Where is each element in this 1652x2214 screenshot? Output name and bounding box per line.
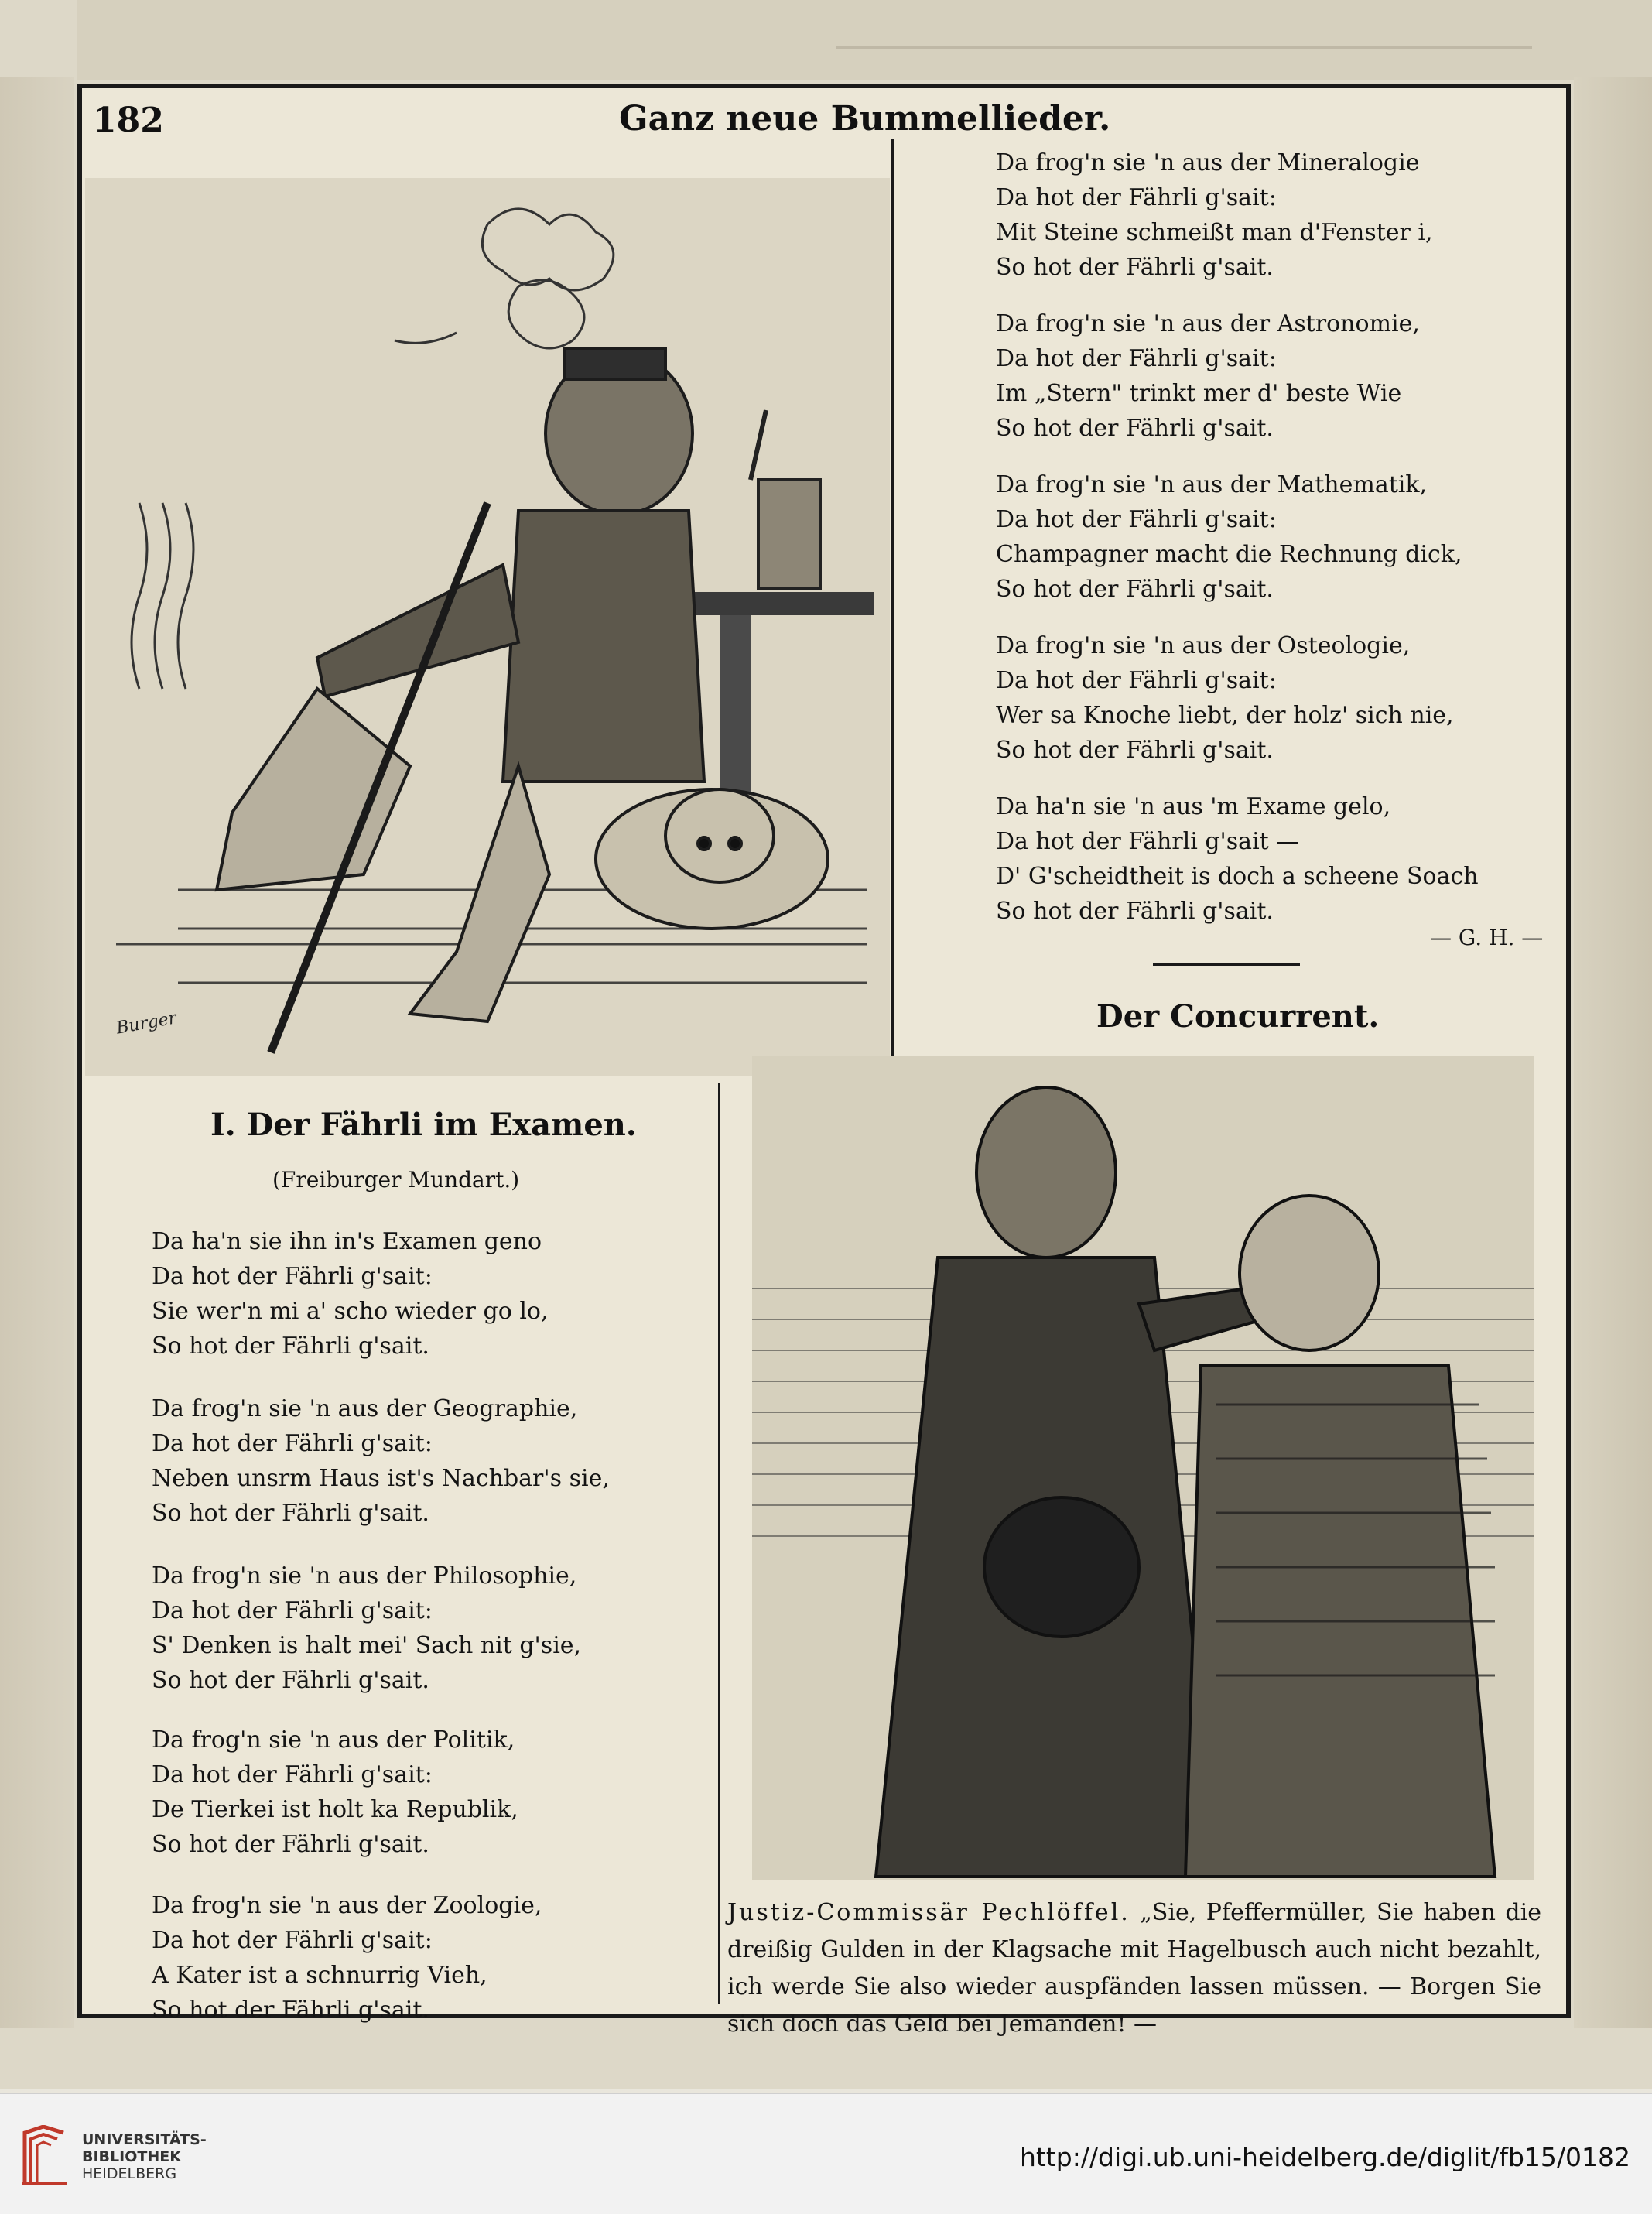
poem-line: Wer sa Knoche liebt, der holz' sich nie, — [996, 702, 1454, 729]
stanza-left-5 — [152, 1888, 542, 2028]
library-name — [82, 2131, 207, 2182]
poem-line: So hot der Fährli g'sait. — [996, 898, 1274, 925]
poem-line: Da frog'n sie 'n aus der Mineralogie — [996, 149, 1420, 176]
poem-line: So hot der Fährli g'sait. — [996, 254, 1274, 281]
caption-text: „Sie, Pfeffermüller, Sie haben die dreißig Gulden in der Klagsache mit Hagelbusch auch nicht bezahlt, ich werde Sie also wieder auspfänden lassen müssen. — Borgen Sie sich doch das Geld bei Jemanden! — — [727, 1899, 1541, 2038]
poem-line: So hot der Fährli g'sait. — [152, 1997, 429, 2024]
poem-line: D' G'scheidtheit is doch a scheene Soach — [996, 863, 1479, 890]
column-divider-top — [891, 139, 894, 1076]
two-men-engraving-icon — [752, 1056, 1534, 1880]
poem-line: Da hot der Fährli g'sait: — [996, 184, 1277, 211]
poem-line: Da hot der Fährli g'sait: — [152, 1430, 433, 1457]
illustration-concurrent — [752, 1056, 1534, 1880]
footer-bar — [0, 2093, 1652, 2214]
poem-line: Da ha'n sie 'n aus 'm Exame gelo, — [996, 793, 1391, 820]
poem-line: So hot der Fährli g'sait. — [996, 576, 1274, 603]
poem-line: So hot der Fährli g'sait. — [152, 1500, 429, 1527]
poem-line: Champagner macht die Rechnung dick, — [996, 541, 1462, 568]
poem-line: So hot der Fährli g'sait. — [152, 1333, 429, 1360]
next-page-bleed-right — [1574, 77, 1652, 2028]
poem-line: Da hot der Fährli g'sait — — [996, 828, 1300, 855]
poem-line: Da ha'n sie ihn in's Examen geno — [152, 1228, 542, 1255]
poem-line: Da hot der Fährli g'sait: — [996, 667, 1277, 694]
stanza-right-3 — [996, 467, 1462, 607]
poem-line: Neben unsrm Haus ist's Nachbar's sie, — [152, 1465, 610, 1492]
stanza-right-4 — [996, 628, 1454, 768]
poem-signature: — G. H. — — [1430, 925, 1544, 950]
page-number: 182 — [93, 101, 164, 140]
caption-speaker: Justiz-Commissär Pechlöffel. — [727, 1899, 1130, 1926]
poem-line: Da hot der Fährli g'sait: — [152, 1263, 433, 1290]
stanza-left-4 — [152, 1723, 518, 1862]
poem-line: Da frog'n sie 'n aus der Philosophie, — [152, 1562, 577, 1589]
poem-line: Mit Steine schmeißt man d'Fenster i, — [996, 219, 1433, 246]
section-title-concurrent: Der Concurrent. — [1096, 998, 1380, 1035]
poem-line: Da hot der Fährli g'sait: — [152, 1597, 433, 1624]
library-name-line1: UNIVERSITÄTS- — [82, 2131, 207, 2148]
poem-line: A Kater ist a schnurrig Vieh, — [152, 1962, 487, 1989]
stanza-left-2 — [152, 1391, 610, 1531]
artist-signature: Burger — [115, 1008, 179, 1039]
section-separator — [1153, 963, 1300, 966]
poem-subtitle: (Freiburger Mundart.) — [272, 1167, 520, 1193]
poem-line: So hot der Fährli g'sait. — [996, 737, 1274, 764]
poem-line: Da hot der Fährli g'sait: — [152, 1927, 433, 1954]
poem-line: So hot der Fährli g'sait. — [152, 1667, 429, 1694]
poem-line: Da frog'n sie 'n aus der Zoologie, — [152, 1892, 542, 1919]
poem-line: Da hot der Fährli g'sait: — [152, 1761, 433, 1788]
stanza-right-5 — [996, 789, 1479, 929]
poem-line: Da frog'n sie 'n aus der Astronomie, — [996, 310, 1420, 337]
poem-line: S' Denken is halt mei' Sach nit g'sie, — [152, 1632, 582, 1659]
poem-line: Da frog'n sie 'n aus der Geographie, — [152, 1395, 578, 1422]
ghost-text-line — [836, 46, 1532, 49]
poem-line: De Tierkei ist holt ka Republik, — [152, 1796, 518, 1823]
student-engraving-icon — [85, 178, 890, 1076]
stanza-right-1 — [996, 145, 1433, 285]
illustration-student — [85, 178, 890, 1076]
poem-line: Im „Stern" trinkt mer d' beste Wie — [996, 380, 1402, 407]
stanza-right-2 — [996, 306, 1420, 446]
poem-line: Da frog'n sie 'n aus der Politik, — [152, 1726, 515, 1754]
library-name-line2: BIBLIOTHEK — [82, 2148, 181, 2165]
poem-title: I. Der Fährli im Examen. — [210, 1107, 637, 1143]
poem-line: Da frog'n sie 'n aus der Osteologie, — [996, 632, 1411, 659]
source-url-link[interactable]: http://digi.ub.uni-heidelberg.de/diglit/fb15/0182 — [1019, 2142, 1630, 2172]
library-logo-icon — [20, 2125, 68, 2187]
poem-line: Da hot der Fährli g'sait: — [996, 345, 1277, 372]
poem-line: Da hot der Fährli g'sait: — [996, 506, 1277, 533]
stanza-left-1 — [152, 1224, 549, 1364]
library-name-line3: HEIDELBERG — [82, 2165, 177, 2182]
page-title: Ganz neue Bummellieder. — [619, 99, 1111, 139]
poem-line: Sie wer'n mi a' scho wieder go lo, — [152, 1298, 549, 1325]
stanza-left-3 — [152, 1559, 581, 1698]
column-divider-bottom — [718, 1083, 720, 2004]
illustration-caption — [727, 1894, 1541, 2043]
poem-line: So hot der Fährli g'sait. — [152, 1831, 429, 1858]
poem-line: So hot der Fährli g'sait. — [996, 415, 1274, 442]
poem-line: Da frog'n sie 'n aus der Mathematik, — [996, 471, 1428, 498]
previous-page-bleed-top — [77, 0, 1652, 80]
previous-page-bleed-left — [0, 77, 74, 2028]
